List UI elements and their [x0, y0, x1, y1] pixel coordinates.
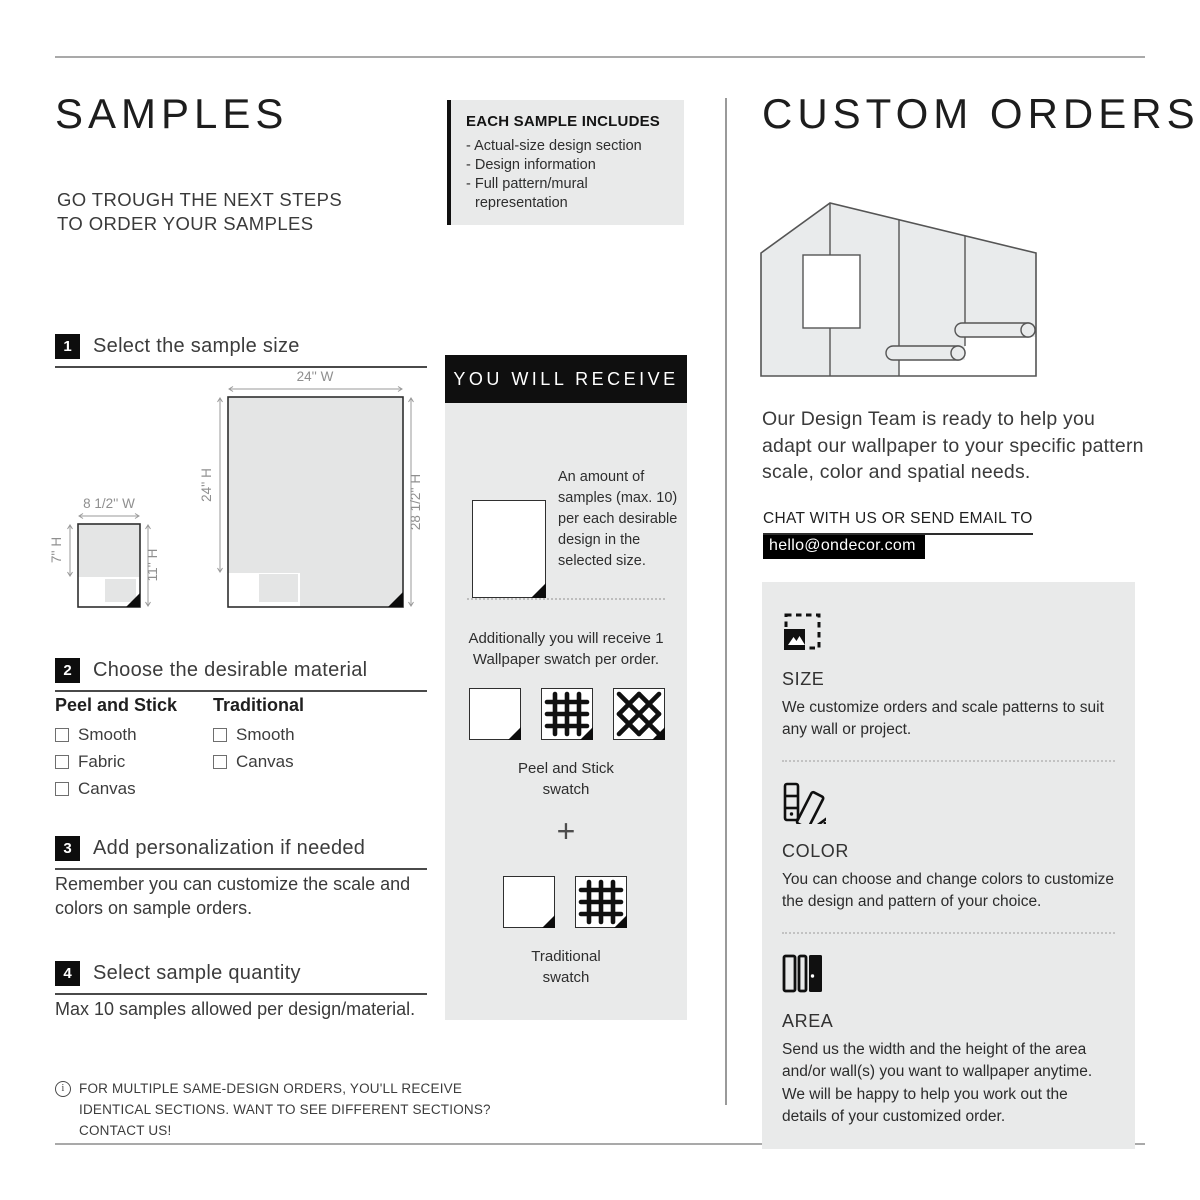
step-1-heading	[55, 334, 427, 368]
samples-intro-line2: TO ORDER YOUR SAMPLES	[57, 213, 314, 235]
checkbox-icon[interactable]	[213, 728, 227, 742]
includes-item: - Full pattern/mural representation	[466, 175, 672, 213]
sample-page-icon	[472, 500, 546, 598]
fold-corner-icon	[531, 583, 546, 598]
checkbox-icon[interactable]	[213, 755, 227, 769]
step-3-label: Add personalization if needed	[93, 837, 366, 859]
small-sample-inner-square	[105, 579, 136, 602]
materials-col2-title: Traditional	[213, 695, 305, 715]
receive-additional-text: Additionally you will receive 1 Wallpaper swatch per order.	[468, 630, 664, 668]
feature-size-text: We customize orders and scale patterns to suit any wall or project.	[782, 699, 1104, 739]
material-option-label: Fabric	[78, 752, 126, 771]
feature-size	[782, 612, 1115, 742]
materials-col1-title: Peel and Stick	[55, 695, 178, 715]
swatch-blank-icon	[503, 876, 555, 928]
samples-intro-line1: GO TROUGH THE NEXT STEPS	[57, 189, 343, 210]
peel-swatch-label-line2: swatch	[542, 781, 590, 798]
you-will-receive-panel	[445, 355, 687, 1020]
samples-title: SAMPLES	[55, 90, 289, 137]
traditional-swatch-label-line1: Traditional	[531, 948, 601, 965]
step-1-number: 1	[55, 334, 80, 359]
peel-swatch-label-line1: Peel and Stick	[518, 760, 614, 777]
includes-title: EACH SAMPLE INCLUDES	[466, 113, 661, 130]
receive-divider	[467, 598, 665, 600]
materials-peel-and-stick-column	[55, 695, 177, 806]
swatch-blank-icon	[469, 688, 521, 740]
wallpaper-roll-icon	[886, 346, 965, 360]
column-divider	[725, 98, 727, 1105]
checkbox-icon[interactable]	[55, 728, 69, 742]
sample-size-diagram	[43, 368, 433, 626]
step-4-text: Max 10 samples allowed per design/material.	[55, 999, 416, 1019]
feature-area-title: AREA	[782, 1010, 834, 1031]
traditional-swatch-label	[462, 946, 670, 988]
step-3-text: Remember you can customize the scale and colors on sample orders.	[55, 874, 411, 919]
material-option-canvas[interactable]	[55, 779, 177, 799]
info-icon: i	[55, 1081, 71, 1097]
color-swatches-icon	[782, 782, 826, 824]
footnote	[55, 1079, 535, 1142]
footnote-text: FOR MULTIPLE SAME-DESIGN ORDERS, YOU'LL RECEIVE IDENTICAL SECTIONS. WANT TO SEE DIFFERENT SECTIONS? CONTACT US!	[79, 1081, 491, 1138]
material-option-label: Canvas	[78, 779, 136, 798]
traditional-swatch-label-line2: swatch	[542, 969, 590, 986]
top-rule	[55, 56, 1145, 58]
checkbox-icon[interactable]	[55, 782, 69, 796]
fold-corner-icon	[542, 915, 555, 928]
fold-corner-icon	[614, 915, 627, 928]
materials-traditional-column	[213, 695, 304, 779]
fold-corner-icon	[508, 727, 521, 740]
step-2-label: Choose the desirable material	[93, 659, 368, 681]
swatch-grid-icon	[575, 876, 627, 928]
swatch-crosshatch-icon	[613, 688, 665, 740]
large-height-outer-label: 28 1/2'' H	[408, 473, 423, 531]
step-3-number: 3	[55, 836, 80, 861]
includes-item: - Actual-size design section	[466, 137, 672, 156]
custom-orders-title: CUSTOM ORDERS	[762, 90, 1200, 137]
size-crop-icon	[782, 612, 822, 652]
small-width-label: 8 1/2'' W	[83, 496, 135, 511]
material-option-label: Smooth	[236, 725, 295, 744]
plus-sign: +	[556, 813, 576, 849]
step-1-label: Select the sample size	[93, 335, 300, 357]
receive-header: YOU WILL RECEIVE	[445, 355, 687, 403]
step-4-heading	[55, 961, 427, 995]
feature-size-title: SIZE	[782, 669, 825, 689]
step-4-label: Select sample quantity	[93, 962, 301, 984]
chat-block	[763, 510, 1033, 559]
large-height-inner-label: 24'' H	[199, 468, 214, 502]
material-option-smooth[interactable]	[55, 725, 177, 745]
swatch-grid-icon	[541, 688, 593, 740]
material-option-label: Smooth	[78, 725, 137, 744]
custom-orders-intro: Our Design Team is ready to help you adapt our wallpaper to your specific pattern scale, color and spatial needs.	[762, 408, 1144, 484]
samples-intro	[57, 188, 342, 236]
small-sample-gray-area	[78, 524, 140, 577]
large-sample-inner-square	[259, 574, 298, 602]
window	[803, 255, 860, 328]
fold-corner-icon	[652, 727, 665, 740]
feature-color-title: COLOR	[782, 840, 850, 861]
each-sample-includes-box	[447, 100, 684, 225]
materials-section	[55, 695, 435, 825]
area-wall-icon	[782, 954, 822, 994]
step-4-number: 4	[55, 961, 80, 986]
includes-list	[466, 137, 672, 212]
feature-area-text: Send us the width and the height of the area and/or wall(s) you want to wallpaper anytime. We will be happy to help you work out the details of your customized order.	[782, 1040, 1093, 1126]
wallpaper-roll-icon	[955, 323, 1035, 337]
fold-corner-icon	[580, 727, 593, 740]
feature-color	[782, 782, 1115, 914]
small-height-inner-label: 7'' H	[49, 536, 64, 564]
custom-features-panel	[762, 582, 1135, 1149]
step-2-heading	[55, 658, 427, 692]
large-width-label: 24'' W	[296, 369, 334, 384]
material-option-canvas-traditional[interactable]	[213, 752, 304, 772]
checkbox-icon[interactable]	[55, 755, 69, 769]
feature-color-text: You can choose and change colors to customize the design and pattern of your choice.	[782, 870, 1115, 911]
traditional-swatch-row	[503, 876, 627, 928]
material-option-fabric[interactable]	[55, 752, 177, 772]
feature-area	[782, 954, 1115, 1129]
feature-divider	[782, 932, 1115, 934]
email-link[interactable]: hello@ondecor.com	[763, 535, 925, 559]
peel-swatch-label	[462, 758, 670, 800]
includes-item: - Design information	[466, 156, 672, 175]
step-3-heading	[55, 836, 427, 870]
receive-samples-text: An amount of samples (max. 10) per each desirable design in the selected size.	[558, 469, 678, 570]
feature-divider	[782, 760, 1115, 762]
material-option-label: Canvas	[236, 752, 294, 771]
material-option-smooth-traditional[interactable]	[213, 725, 304, 745]
small-height-outer-label: 11'' H	[145, 548, 160, 582]
peel-swatch-row	[469, 688, 665, 740]
wall-illustration	[755, 195, 1045, 385]
step-2-number: 2	[55, 658, 80, 683]
chat-label: CHAT WITH US OR SEND EMAIL TO	[763, 510, 1033, 535]
